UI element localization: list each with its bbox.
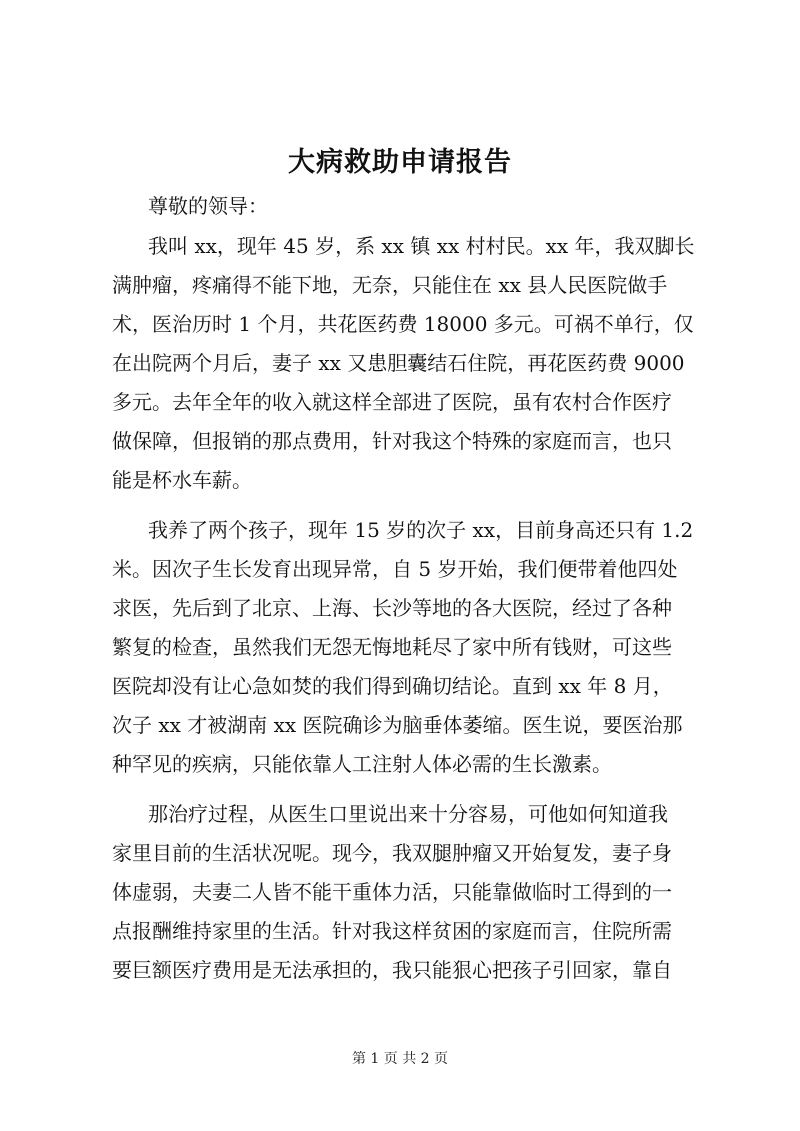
paragraph-1-line-1: 我叫 xx，现年 45 岁，系 xx 镇 xx 村村民。xx 年，我双脚长 bbox=[148, 234, 695, 258]
paragraph-1-line-3: 术，医治历时 1 个月，共花医药费 18000 多元。可祸不单行，仅 bbox=[112, 312, 694, 336]
page-footer: 第 1 页 共 2 页 bbox=[351, 1051, 449, 1067]
paragraph-2-line-1: 我养了两个孩子，现年 15 岁的次子 xx，目前身高还只有 1.2 bbox=[148, 518, 694, 542]
paragraph-3-line-3: 体虚弱，夫妻二人皆不能干重体力活，只能靠做临时工得到的一 bbox=[112, 880, 672, 904]
paragraph-3-line-4: 点报酬维持家里的生活。针对我这样贫困的家庭而言，住院所需 bbox=[112, 919, 672, 943]
paragraph-1-line-6: 做保障，但报销的那点费用，针对我这个特殊的家庭而言，也只 bbox=[112, 429, 672, 453]
paragraph-2-line-2: 米。因次子生长发育出现异常，自 5 岁开始，我们便带着他四处 bbox=[112, 557, 678, 581]
paragraph-3-line-5: 要巨额医疗费用是无法承担的，我只能狠心把孩子引回家，靠自 bbox=[112, 958, 672, 982]
paragraph-1-line-2: 满肿瘤，疼痛得不能下地，无奈，只能住在 xx 县人民医院做手 bbox=[112, 273, 668, 297]
paragraph-2-line-6: 次子 xx 才被湖南 xx 医院确诊为脑垂体萎缩。医生说，要医治那 bbox=[112, 713, 683, 737]
paragraph-1-line-4: 在出院两个月后，妻子 xx 又患胆囊结石住院，再花医药费 9000 bbox=[112, 351, 685, 375]
paragraph-2-line-5: 医院却没有让心急如焚的我们得到确切结论。直到 xx 年 8 月， bbox=[112, 674, 673, 698]
paragraph-2-line-7: 种罕见的疾病，只能依靠人工注射人体必需的生长激素。 bbox=[112, 752, 612, 776]
paragraph-1-line-7: 能是杯水车薪。 bbox=[112, 468, 252, 492]
paragraph-1-line-5: 多元。去年全年的收入就这样全部进了医院，虽有农村合作医疗 bbox=[112, 390, 672, 414]
page-title: 大病救助申请报告 bbox=[288, 147, 512, 178]
paragraph-3-line-1: 那治疗过程，从医生口里说出来十分容易，可他如何知道我 bbox=[148, 802, 668, 826]
paragraph-3-line-2: 家里目前的生活状况呢。现今，我双腿肿瘤又开始复发，妻子身 bbox=[112, 841, 672, 865]
salutation: 尊敬的领导： bbox=[148, 194, 268, 218]
paragraph-2-line-4: 繁复的检查，虽然我们无怨无悔地耗尽了家中所有钱财，可这些 bbox=[112, 635, 672, 659]
paragraph-2-line-3: 求医，先后到了北京、上海、长沙等地的各大医院，经过了各种 bbox=[112, 596, 672, 620]
